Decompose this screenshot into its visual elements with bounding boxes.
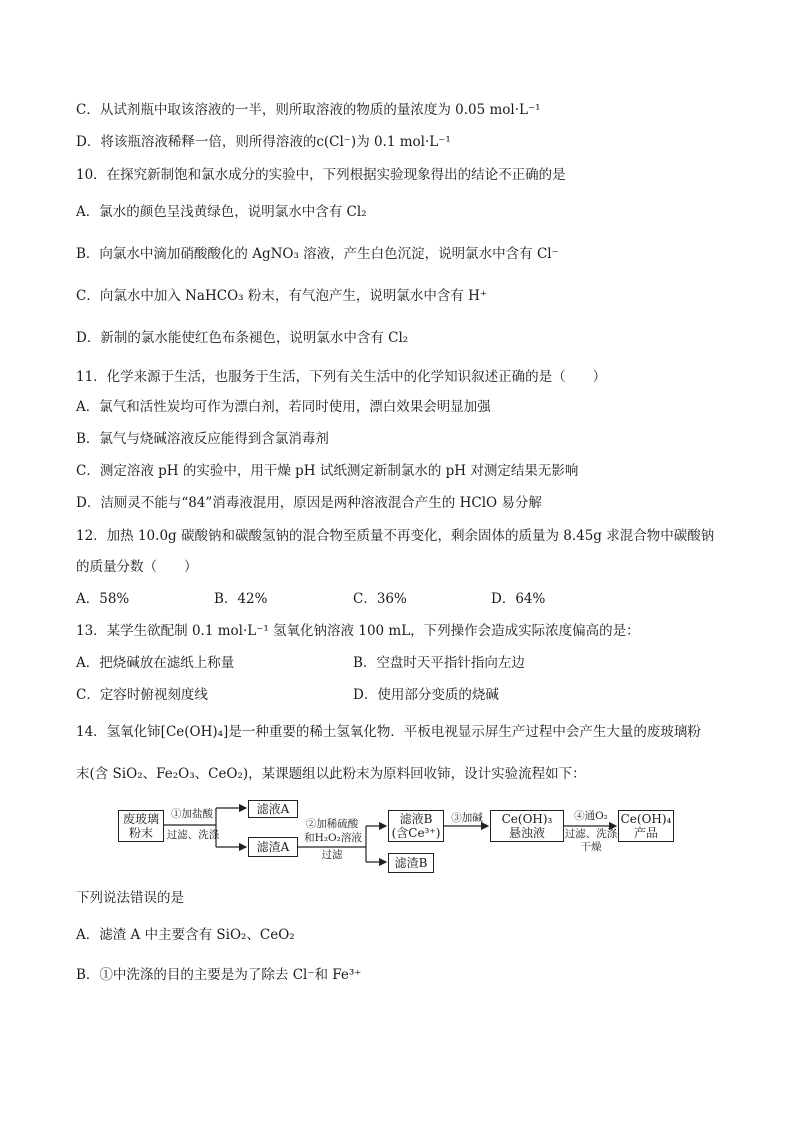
q10-option-a: A．氯水的颜色呈浅黄绿色，说明氯水中含有 Cl₂ bbox=[76, 204, 367, 220]
q11-option-a: A．氯气和活性炭均可作为漂白剂，若同时使用，漂白效果会明显加强 bbox=[76, 399, 491, 415]
q13-options-row2 bbox=[76, 686, 716, 704]
q11-option-d: D．洁厕灵不能与“84”消毒液混用，原因是两种溶液混合产生的 HClO 易分解 bbox=[76, 495, 542, 511]
filtrate-b-note: (含Ce³⁺) bbox=[391, 826, 441, 840]
q10-option-b: B．向氯水中滴加硝酸酸化的 AgNO₃ 溶液，产生白色沉淀，说明氯水中含有 Cl⁻ bbox=[76, 246, 559, 262]
step2-reagent-label: ②加稀硫酸 bbox=[305, 818, 359, 830]
q9-option-d: D．将该瓶溶液稀释一倍，则所得溶液的c(Cl⁻)为 0.1 mol·L⁻¹ bbox=[76, 134, 451, 150]
suspension-formula: Ce(OH)₃ bbox=[501, 812, 553, 826]
q14-stem-line1: 14．氢氧化铈[Ce(OH)₄]是一种重要的稀土氢氧化物．平板电视显示屏生产过程中会产生大量的废玻璃粉 bbox=[76, 724, 701, 740]
q13-option-a: A．把烧碱放在滤纸上称量 bbox=[76, 655, 235, 671]
waste-label-line1: 废玻璃 bbox=[122, 812, 159, 826]
q12-options bbox=[76, 590, 716, 608]
step4-drying-label: 干燥 bbox=[580, 841, 602, 853]
q11-option-b: B．氯气与烧碱溶液反应能得到含氯消毒剂 bbox=[76, 431, 329, 447]
process-flowchart bbox=[118, 800, 678, 880]
step2-operation-label: 过滤 bbox=[321, 849, 343, 861]
q13-option-c: C．定容时俯视刻度线 bbox=[76, 687, 208, 703]
q14-option-b: B．①中洗涤的目的主要是为了除去 Cl⁻和 Fe³⁺ bbox=[76, 967, 362, 983]
waste-glass-powder-box bbox=[118, 810, 164, 842]
q14-stem-line2: 末(含 SiO₂、Fe₂O₃、CeO₂)，某课题组以此粉末为原料回收铈，设计实验流程如下： bbox=[76, 766, 586, 782]
q10-stem: 10．在探究新制饱和氯水成分的实验中，下列根据实验现象得出的结论不正确的是 bbox=[76, 167, 566, 183]
step1-reagent-label: ①加盐酸 bbox=[171, 808, 213, 820]
step4-reagent-label: ④通O₂ bbox=[574, 810, 608, 822]
residue-a-box: 滤渣A bbox=[248, 837, 298, 857]
q10-option-d: D．新制的氯水能使红色布条褪色，说明氯水中含有 Cl₂ bbox=[76, 330, 409, 346]
q9-option-c: C．从试剂瓶中取该溶液的一半，则所取溶液的物质的量浓度为 0.05 mol·L⁻¹ bbox=[76, 102, 541, 118]
ce-oh3-suspension-box bbox=[490, 810, 564, 842]
q12-option-b: B．42% bbox=[214, 591, 268, 607]
q12-option-c: C．36% bbox=[353, 591, 407, 607]
filtrate-a-box: 滤液A bbox=[248, 800, 298, 818]
q11-option-c: C．测定溶液 pH 的实验中，用干燥 pH 试纸测定新制氯水的 pH 对测定结果无影响 bbox=[76, 463, 579, 479]
q13-stem: 13．某学生欲配制 0.1 mol·L⁻¹ 氢氧化钠溶液 100 mL，下列操作会造成实际浓度偏高的是： bbox=[76, 623, 640, 639]
step3-label: ③加碱 bbox=[451, 812, 483, 824]
q12-option-d: D．64% bbox=[491, 591, 546, 607]
step4-operation-label: 过滤、洗涤 bbox=[564, 828, 618, 840]
waste-label-line2: 粉末 bbox=[128, 826, 153, 840]
filtrate-b-label: 滤液B bbox=[399, 812, 433, 826]
ce-oh4-product-box bbox=[618, 810, 674, 842]
q14-prompt: 下列说法错误的是 bbox=[76, 890, 184, 906]
residue-b-box: 滤渣B bbox=[388, 853, 434, 873]
product-formula: Ce(OH)₄ bbox=[620, 812, 672, 826]
product-label: 产品 bbox=[633, 826, 658, 840]
q13-options-row1 bbox=[76, 654, 716, 672]
step1-operation-label: 过滤、洗涤 bbox=[166, 829, 220, 841]
suspension-label: 悬浊液 bbox=[508, 826, 545, 840]
filtrate-b-box bbox=[388, 810, 444, 842]
q10-option-c: C．向氯水中加入 NaHCO₃ 粉末，有气泡产生，说明氯水中含有 H⁺ bbox=[76, 288, 488, 304]
q12-stem-line2: 的质量分数（ ） bbox=[76, 559, 198, 575]
q13-option-d: D．使用部分变质的烧碱 bbox=[353, 687, 499, 703]
q12-option-a: A．58% bbox=[76, 591, 130, 607]
q11-stem: 11．化学来源于生活，也服务于生活，下列有关生活中的化学知识叙述正确的是（ ） bbox=[76, 369, 607, 385]
q13-option-b: B．空盘时天平指针指向左边 bbox=[353, 655, 525, 671]
q14-option-a: A．滤渣 A 中主要含有 SiO₂、CeO₂ bbox=[76, 927, 295, 943]
step2-reagent-label-2: 和H₂O₂溶液 bbox=[304, 832, 362, 844]
q12-stem-line1: 12．加热 10.0g 碳酸钠和碳酸氢钠的混合物至质量不再变化，剩余固体的质量为 8.45g 求混合物中碳酸钠 bbox=[76, 528, 715, 544]
